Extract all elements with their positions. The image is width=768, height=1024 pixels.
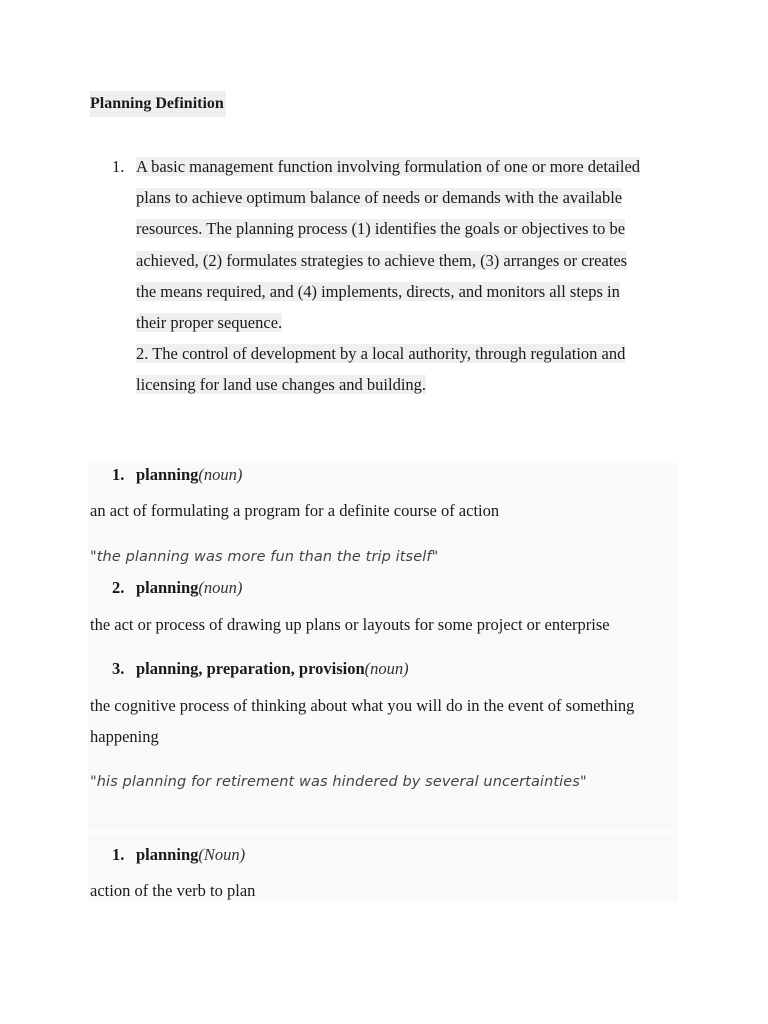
entry-number: 1. bbox=[112, 845, 125, 864]
gloss-line: the act or process of drawing up plans or layouts for some project or enterprise bbox=[90, 615, 610, 634]
definition-line: their proper sequence. bbox=[136, 313, 283, 333]
entry-example: "his planning for retirement was hindered by several uncertainties" bbox=[90, 774, 587, 790]
definition-line: licensing for land use changes and building. bbox=[136, 375, 427, 395]
entry-gloss bbox=[90, 690, 680, 752]
entry-gloss bbox=[90, 495, 680, 526]
definition-line: resources. The planning process (1) identifies the goals or objectives to be bbox=[136, 219, 626, 239]
definition-line: achieved, (2) formulates strategies to achieve them, (3) arranges or creates bbox=[136, 250, 628, 270]
entry-heading bbox=[112, 576, 242, 600]
entry-word: planning bbox=[136, 845, 199, 864]
definition-body bbox=[136, 151, 682, 401]
gloss-line: an act of formulating a program for a definite course of action bbox=[90, 501, 500, 520]
entry-example: "the planning was more fun than the trip itself" bbox=[90, 549, 439, 565]
gloss-line: happening bbox=[90, 727, 159, 746]
part-of-speech: (noun) bbox=[198, 578, 243, 597]
entry-gloss bbox=[90, 609, 680, 640]
list-number: 1. bbox=[112, 157, 125, 176]
entry-heading bbox=[112, 463, 242, 487]
entry-heading bbox=[112, 843, 245, 867]
entry-word: planning, preparation, provision bbox=[136, 659, 365, 678]
entry-number: 1. bbox=[112, 465, 125, 484]
entry-gloss bbox=[90, 875, 680, 906]
part-of-speech: (Noun) bbox=[198, 845, 246, 864]
entry-heading bbox=[112, 657, 409, 681]
gloss-line: the cognitive process of thinking about what you will do in the event of something bbox=[90, 696, 635, 715]
definition-line: 2. The control of development by a local authority, through regulation and bbox=[136, 344, 626, 364]
definition-line: A basic management function involving formulation of one or more detailed bbox=[136, 157, 641, 176]
page-title: Planning Definition bbox=[90, 91, 226, 117]
entry-word: planning bbox=[136, 578, 199, 597]
definition-line: plans to achieve optimum balance of needs or demands with the available bbox=[136, 188, 623, 208]
definition-list bbox=[112, 151, 682, 401]
gloss-line: action of the verb to plan bbox=[90, 881, 256, 900]
entry-number: 2. bbox=[112, 578, 125, 597]
definition-line: the means required, and (4) implements, directs, and monitors all steps in bbox=[136, 281, 620, 301]
part-of-speech: (noun) bbox=[364, 659, 409, 678]
entry-number: 3. bbox=[112, 659, 125, 678]
part-of-speech: (noun) bbox=[198, 465, 243, 484]
entry-word: planning bbox=[136, 465, 199, 484]
